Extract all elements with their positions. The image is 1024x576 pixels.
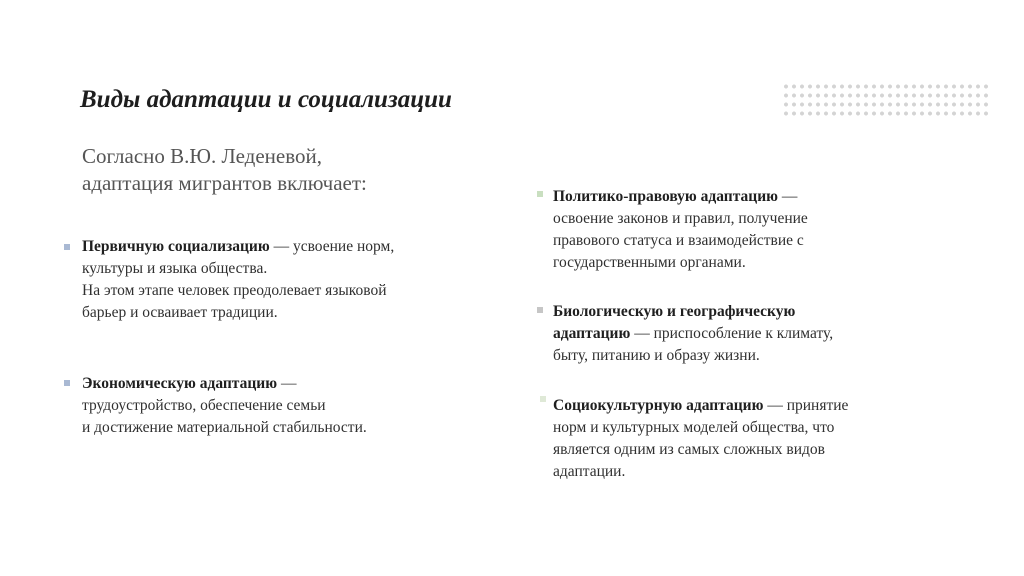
square-bullet-icon [64, 244, 70, 250]
item-heading: Социокультурную адаптацию [553, 397, 764, 414]
item-line [553, 301, 833, 323]
item-heading: Экономическую адаптацию [82, 375, 278, 392]
item-line [553, 323, 833, 345]
item-line: культуры и языка общества. [82, 260, 268, 277]
item-line: и достижение материальной стабильности. [82, 419, 367, 436]
subtitle-line: адаптация мигрантов включает: [82, 171, 367, 195]
item-text: — [277, 375, 297, 392]
item-line: государственными органами. [553, 254, 746, 271]
item-text: — принятие [763, 397, 849, 414]
list-item-economic-adaptation [82, 373, 367, 439]
slide-subtitle [82, 143, 367, 197]
item-line [82, 373, 367, 395]
item-text: — [777, 188, 798, 205]
item-line: трудоустройство, обеспечение семьи [82, 397, 326, 414]
item-heading: адаптацию [553, 325, 631, 342]
item-line: освоение законов и правил, получение [553, 210, 808, 227]
item-line [553, 186, 808, 208]
item-line [553, 395, 848, 417]
item-line: норм и культурных моделей общества, что [553, 419, 835, 436]
slide-title: Виды адаптации и социализации [80, 86, 452, 113]
item-heading: Политико-правовую адаптацию [553, 188, 778, 205]
item-line: барьер и осваивает традиции. [82, 304, 278, 321]
item-text: — приспособление к климату, [630, 325, 834, 342]
subtitle-line: Согласно В.Ю. Леденевой, [82, 144, 322, 168]
decorative-dot-grid [782, 82, 990, 118]
square-bullet-icon [64, 380, 70, 386]
square-bullet-icon [537, 191, 543, 197]
item-line: правового статуса и взаимодействие с [553, 232, 804, 249]
list-item-sociocultural-adaptation [553, 395, 848, 483]
square-bullet-icon [537, 307, 543, 313]
list-item-political-legal-adaptation [553, 186, 808, 274]
item-line: адаптации. [553, 463, 626, 480]
item-line: является одним из самых сложных видов [553, 441, 825, 458]
item-text: — усвоение норм, [269, 238, 395, 255]
item-line: быту, питанию и образу жизни. [553, 347, 760, 364]
list-item-primary-socialization [82, 236, 394, 324]
item-heading: Биологическую и географическую [553, 303, 796, 320]
list-item-biological-geographic-adaptation [553, 301, 833, 367]
square-bullet-icon [540, 396, 546, 402]
item-line: На этом этапе человек преодолевает языковой [82, 282, 387, 299]
item-line [82, 236, 394, 258]
item-heading: Первичную социализацию [82, 238, 270, 255]
